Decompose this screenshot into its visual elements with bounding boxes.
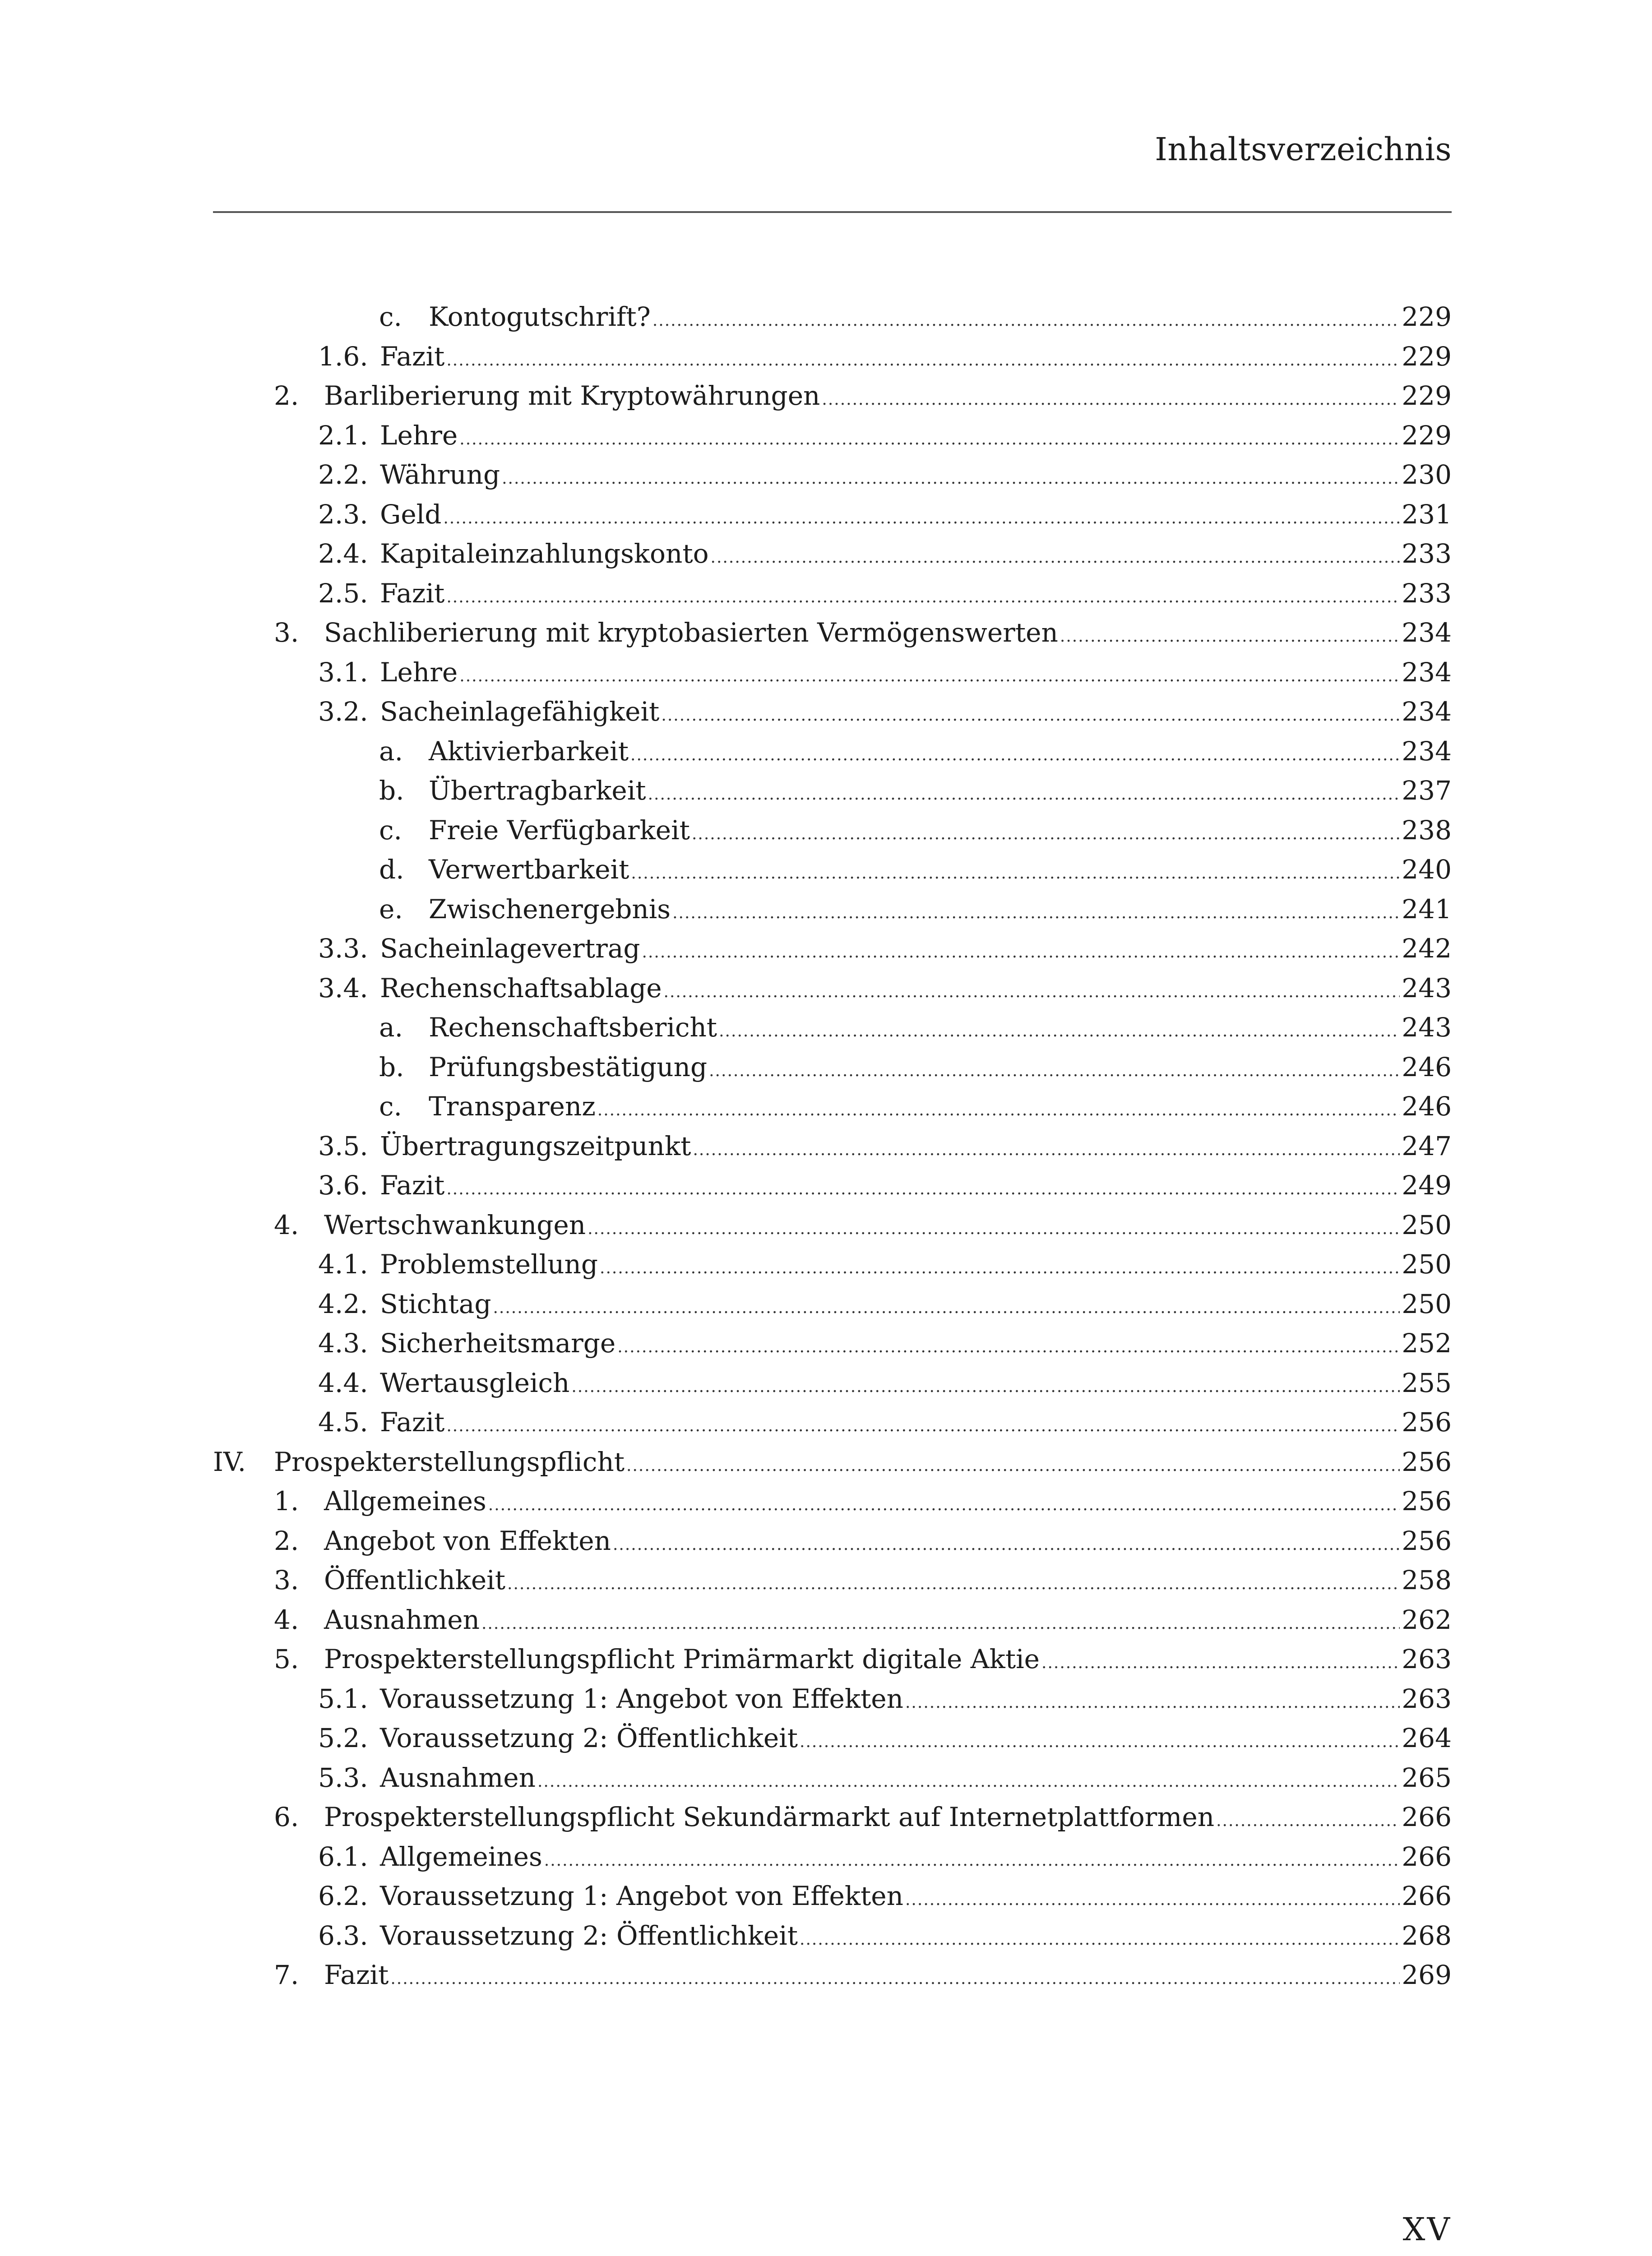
toc-entry-line (380, 578, 1452, 609)
toc-dot-leader (800, 1930, 1400, 1949)
toc-entry-page: 263 (1402, 1644, 1452, 1674)
toc-entry-line (324, 1565, 1452, 1595)
toc-entry-title: Prospekterstellungspflicht Primärmarkt digitale Aktie (324, 1644, 1040, 1674)
toc-entry-page: 238 (1402, 814, 1452, 846)
toc-entry[interactable] (0, 854, 1652, 893)
toc-entry-number: c. (379, 814, 402, 846)
toc-entry-title: Fazit (324, 1960, 389, 1990)
toc-entry-page: 234 (1402, 735, 1452, 767)
toc-entry-number: 5.2. (318, 1723, 368, 1753)
toc-entry-page: 231 (1402, 499, 1452, 530)
toc-entry-number: 3. (274, 1565, 299, 1595)
toc-dot-leader (446, 1180, 1400, 1198)
toc-dot-leader (800, 1733, 1400, 1751)
toc-entry[interactable] (0, 1565, 1652, 1604)
toc-entry[interactable] (0, 1486, 1652, 1525)
toc-entry-page: 266 (1402, 1881, 1452, 1911)
toc-entry[interactable] (0, 1249, 1652, 1288)
toc-entry[interactable] (0, 1802, 1652, 1841)
toc-dot-leader (443, 509, 1400, 527)
toc-entry-title: Allgemeines (324, 1486, 486, 1516)
toc-entry-page: 266 (1402, 1802, 1452, 1832)
toc-entry-page: 255 (1402, 1367, 1452, 1398)
toc-entry-title: Rechenschaftsbericht (429, 1012, 717, 1043)
toc-entry[interactable] (0, 1052, 1652, 1091)
toc-entry-line (380, 341, 1452, 372)
toc-entry-number: IV. (213, 1446, 246, 1477)
toc-entry-title: Sacheinlagefähigkeit (380, 696, 660, 727)
toc-entry-line (380, 1881, 1452, 1911)
toc-entry-line (380, 1762, 1452, 1793)
toc-entry-number: b. (379, 775, 404, 806)
toc-entry-line (429, 815, 1452, 846)
toc-dot-leader (544, 1851, 1400, 1870)
toc-entry-number: 4.2. (318, 1288, 368, 1319)
toc-entry-line (324, 1210, 1452, 1240)
toc-entry-number: 3.3. (318, 933, 368, 964)
toc-entry-line (380, 1131, 1452, 1161)
toc-entry-page: 262 (1402, 1604, 1452, 1635)
toc-entry-page: 250 (1402, 1288, 1452, 1319)
toc-entry-number: 2. (274, 380, 299, 411)
toc-entry-title: Sacheinlagevertrag (380, 933, 640, 964)
toc-dot-leader (648, 785, 1400, 804)
toc-entry[interactable] (0, 696, 1652, 735)
toc-entry-number: 5. (274, 1644, 299, 1674)
toc-entry-page: 234 (1402, 656, 1452, 688)
toc-entry-page: 256 (1402, 1446, 1452, 1477)
toc-dot-leader (905, 1693, 1400, 1712)
toc-entry-title: Transparenz (429, 1091, 596, 1122)
toc-entry-title: Voraussetzung 1: Angebot von Effekten (380, 1683, 903, 1714)
toc-entry-title: Stichtag (380, 1288, 491, 1319)
toc-dot-leader (1060, 627, 1400, 646)
toc-entry-title: Übertragungszeitpunkt (380, 1130, 691, 1161)
toc-dot-leader (488, 1496, 1400, 1514)
toc-entry-number: 2.3. (318, 499, 368, 530)
toc-entry[interactable] (0, 301, 1652, 341)
toc-dot-leader (692, 825, 1400, 843)
toc-entry-page: 250 (1402, 1209, 1452, 1240)
toc-entry-number: 5.3. (318, 1762, 368, 1793)
toc-dot-leader (672, 904, 1400, 922)
toc-entry-line (380, 933, 1452, 964)
toc-entry[interactable] (0, 1170, 1652, 1209)
toc-entry-page: 266 (1402, 1841, 1452, 1872)
toc-entry-title: Barliberierung mit Kryptowährungen (324, 380, 820, 411)
toc-entry[interactable] (0, 420, 1652, 459)
toc-entry-number: 2.2. (318, 459, 368, 490)
toc-entry[interactable] (0, 1762, 1652, 1802)
toc-entry-page: 233 (1402, 578, 1452, 609)
toc-entry-title: Angebot von Effekten (324, 1525, 611, 1556)
toc-entry[interactable] (0, 933, 1652, 972)
toc-entry-number: 2.4. (318, 538, 368, 569)
toc-entry-number: 5.1. (318, 1683, 368, 1714)
toc-entry-page: 230 (1402, 459, 1452, 490)
toc-entry-line (380, 1170, 1452, 1201)
toc-entry-line (380, 420, 1452, 451)
toc-entry[interactable] (0, 538, 1652, 578)
toc-entry-title: Prospekterstellungspflicht Sekundärmarkt auf Internetplattformen (324, 1802, 1215, 1832)
toc-entry[interactable] (0, 1012, 1652, 1051)
toc-entry-line (429, 1091, 1452, 1122)
toc-entry[interactable] (0, 341, 1652, 380)
toc-entry[interactable] (0, 775, 1652, 814)
toc-entry-title: Wertausgleich (380, 1367, 570, 1398)
toc-entry-page: 252 (1402, 1328, 1452, 1359)
toc-dot-leader (537, 1772, 1400, 1791)
toc-entry-number: 4.4. (318, 1367, 368, 1398)
toc-entry-line (380, 1289, 1452, 1319)
toc-entry-title: Prüfungsbestätigung (429, 1051, 708, 1082)
toc-entry[interactable] (0, 657, 1652, 696)
toc-entry[interactable] (0, 1920, 1652, 1960)
toc-entry-title: Lehre (380, 420, 458, 451)
toc-entry-number: 4.5. (318, 1407, 368, 1438)
toc-dot-leader (493, 1299, 1400, 1317)
toc-entry-number: 2.5. (318, 578, 368, 609)
toc-entry-line (380, 657, 1452, 688)
toc-entry-number: 6.1. (318, 1841, 368, 1872)
toc-entry-number: 1. (274, 1486, 299, 1516)
toc-entry-number: 6. (274, 1802, 299, 1832)
toc-entry-number: 4.1. (318, 1249, 368, 1280)
toc-entry-page: 256 (1402, 1525, 1452, 1556)
toc-entry-page: 229 (1402, 301, 1452, 332)
toc-entry[interactable] (0, 380, 1652, 420)
toc-entry[interactable] (0, 1328, 1652, 1367)
page-number: XV (1402, 2211, 1452, 2248)
toc-entry-number: 3.6. (318, 1170, 368, 1201)
toc-entry[interactable] (0, 1368, 1652, 1407)
toc-entry-line (324, 1526, 1452, 1556)
toc-entry[interactable] (0, 1447, 1652, 1486)
toc-entry-page: 237 (1402, 775, 1452, 806)
toc-entry-line (380, 1841, 1452, 1872)
toc-entry-line (429, 894, 1452, 925)
toc-entry-number: 3.4. (318, 972, 368, 1003)
toc-dot-leader (1216, 1812, 1400, 1830)
toc-dot-leader (502, 469, 1400, 488)
toc-entry-line (324, 1802, 1452, 1832)
toc-dot-leader (631, 864, 1400, 883)
toc-entry-page: 269 (1402, 1960, 1452, 1990)
toc-dot-leader (661, 706, 1400, 725)
toc-entry[interactable] (0, 617, 1652, 656)
toc-entry-title: Währung (380, 459, 500, 490)
toc-entry-number: 2.1. (318, 420, 368, 451)
toc-entry[interactable] (0, 1881, 1652, 1920)
toc-entry-line (324, 1960, 1452, 1990)
toc-entry-line (324, 1604, 1452, 1635)
toc-entry-title: Sicherheitsmarge (380, 1328, 616, 1359)
toc-entry-page: 229 (1402, 380, 1452, 411)
toc-dot-leader (664, 983, 1400, 1001)
toc-entry-title: Lehre (380, 656, 458, 688)
toc-entry[interactable] (0, 1960, 1652, 1999)
toc-dot-leader (459, 430, 1400, 448)
toc-entry-line (429, 1012, 1452, 1043)
toc-dot-leader (822, 390, 1400, 409)
toc-entry-number: c. (379, 301, 402, 332)
toc-entry-page: 250 (1402, 1249, 1452, 1280)
toc-dot-leader (459, 667, 1400, 685)
toc-entry-line (429, 775, 1452, 806)
toc-entry-line (380, 1249, 1452, 1280)
toc-entry[interactable] (0, 973, 1652, 1012)
toc-entry-title: Rechenschaftsablage (380, 972, 662, 1003)
running-head: Inhaltsverzeichnis (1155, 131, 1452, 168)
toc-entry-page: 243 (1402, 972, 1452, 1003)
toc-dot-leader (711, 548, 1400, 567)
toc-entry-page: 242 (1402, 933, 1452, 964)
toc-entry-title: Wertschwankungen (324, 1209, 586, 1240)
toc-entry-title: Voraussetzung 2: Öffentlichkeit (380, 1920, 798, 1951)
toc-entry-number: 4.3. (318, 1328, 368, 1359)
toc-entry-page: 246 (1402, 1091, 1452, 1122)
toc-entry-line (380, 1368, 1452, 1398)
toc-entry-number: a. (379, 1012, 403, 1043)
toc-entry-number: a. (379, 735, 403, 767)
toc-entry-page: 229 (1402, 420, 1452, 451)
toc-entry[interactable] (0, 815, 1652, 854)
toc-entry-title: Ausnahmen (380, 1762, 536, 1793)
toc-dot-leader (588, 1220, 1400, 1238)
toc-entry[interactable] (0, 1683, 1652, 1723)
toc-entry-line (380, 1920, 1452, 1951)
toc-entry-number: 3.5. (318, 1130, 368, 1161)
toc-entry-line (274, 1447, 1452, 1477)
toc-dot-leader (390, 1969, 1400, 1988)
toc-dot-leader (693, 1141, 1400, 1159)
toc-entry-title: Aktivierbarkeit (429, 735, 629, 767)
toc-entry-page: 268 (1402, 1920, 1452, 1951)
toc-entry-line (380, 499, 1452, 530)
toc-entry-page: 243 (1402, 1012, 1452, 1043)
toc-entry-line (324, 1644, 1452, 1674)
toc-entry-title: Verwertbarkeit (429, 854, 629, 885)
toc-entry-page: 246 (1402, 1051, 1452, 1082)
toc-entry-title: Kontogutschrift? (429, 301, 651, 332)
toc-entry-page: 263 (1402, 1683, 1452, 1714)
toc-entry-title: Kapitaleinzahlungskonto (380, 538, 709, 569)
toc-entry-number: 2. (274, 1525, 299, 1556)
toc-entry-number: 6.2. (318, 1881, 368, 1911)
toc-entry[interactable] (0, 459, 1652, 499)
toc-entry-title: Prospekterstellungspflicht (274, 1446, 625, 1477)
toc-entry-number: e. (379, 893, 403, 925)
toc-entry-line (380, 538, 1452, 569)
toc-entry-page: 241 (1402, 893, 1452, 925)
toc-entry-number: 4. (274, 1209, 299, 1240)
toc-dot-leader (507, 1575, 1400, 1593)
toc-entry-number: 3.2. (318, 696, 368, 727)
toc-entry[interactable] (0, 894, 1652, 933)
toc-entry-line (429, 854, 1452, 885)
toc-dot-leader (613, 1535, 1400, 1554)
toc-entry-title: Ausnahmen (324, 1604, 480, 1635)
toc-entry-title: Öffentlichkeit (324, 1565, 506, 1595)
toc-dot-leader (719, 1022, 1400, 1040)
toc-entry[interactable] (0, 1644, 1652, 1683)
toc-dot-leader (597, 1101, 1400, 1119)
toc-entry-title: Übertragbarkeit (429, 775, 646, 806)
toc-entry-line (380, 1683, 1452, 1714)
toc-entry-title: Problemstellung (380, 1249, 598, 1280)
toc-dot-leader (905, 1891, 1400, 1909)
toc-entry-page: 264 (1402, 1723, 1452, 1753)
toc-entry-line (324, 1486, 1452, 1516)
toc-entry-number: c. (379, 1091, 402, 1122)
toc-entry-page: 240 (1402, 854, 1452, 885)
toc-entry-number: 3. (274, 617, 299, 648)
toc-entry-page: 265 (1402, 1762, 1452, 1793)
toc-entry-line (324, 617, 1452, 648)
toc-entry-title: Fazit (380, 1170, 445, 1201)
toc-entry-title: Freie Verfügbarkeit (429, 814, 690, 846)
toc-entry-line (380, 459, 1452, 490)
toc-entry-page: 249 (1402, 1170, 1452, 1201)
toc-entry-title: Allgemeines (380, 1841, 542, 1872)
toc-entry-page: 258 (1402, 1565, 1452, 1595)
toc-dot-leader (481, 1614, 1400, 1633)
toc-dot-leader (446, 351, 1400, 370)
toc-dot-leader (642, 943, 1400, 962)
toc-entry[interactable] (0, 578, 1652, 617)
toc-entry-line (380, 696, 1452, 727)
toc-entry-number: d. (379, 854, 404, 885)
toc-entry-number: 6.3. (318, 1920, 368, 1951)
toc-entry-number: 1.6. (318, 341, 368, 372)
toc-entry-title: Geld (380, 499, 442, 530)
toc-dot-leader (446, 1417, 1400, 1435)
toc-entry-line (380, 973, 1452, 1003)
toc-entry-line (380, 1723, 1452, 1753)
toc-entry[interactable] (0, 499, 1652, 538)
toc-entry-title: Fazit (380, 1407, 445, 1438)
toc-entry-title: Fazit (380, 341, 445, 372)
toc-dot-leader (617, 1338, 1400, 1356)
toc-entry-line (429, 301, 1452, 332)
toc-entry-page: 234 (1402, 696, 1452, 727)
toc-entry-title: Zwischenergebnis (429, 893, 671, 925)
toc-entry-title: Voraussetzung 1: Angebot von Effekten (380, 1881, 903, 1911)
toc-dot-leader (652, 311, 1400, 330)
toc-dot-leader (626, 1456, 1400, 1475)
toc-entry-number: 4. (274, 1604, 299, 1635)
toc-dot-leader (446, 588, 1400, 606)
toc-entry-page: 229 (1402, 341, 1452, 372)
toc-entry-page: 256 (1402, 1407, 1452, 1438)
toc-entry[interactable] (0, 736, 1652, 775)
toc-dot-leader (571, 1378, 1400, 1396)
toc-entry[interactable] (0, 1604, 1652, 1644)
toc-entry-number: 7. (274, 1960, 299, 1990)
toc-dot-leader (600, 1259, 1400, 1277)
toc-entry-page: 247 (1402, 1130, 1452, 1161)
toc-entry[interactable] (0, 1289, 1652, 1328)
toc-entry[interactable] (0, 1526, 1652, 1565)
header-rule (213, 211, 1452, 213)
toc-entry-title: Sachliberierung mit kryptobasierten Vermögenswerten (324, 617, 1058, 648)
toc-entry[interactable] (0, 1723, 1652, 1762)
toc-entry-title: Fazit (380, 578, 445, 609)
toc-entry[interactable] (0, 1131, 1652, 1170)
toc-entry-line (380, 1328, 1452, 1359)
toc-entry-line (429, 1052, 1452, 1082)
toc-entry-page: 234 (1402, 617, 1452, 648)
toc-entry-number: 3.1. (318, 656, 368, 688)
toc-entry[interactable] (0, 1210, 1652, 1249)
toc-entry-title: Voraussetzung 2: Öffentlichkeit (380, 1723, 798, 1753)
toc-entry-page: 233 (1402, 538, 1452, 569)
toc-entry[interactable] (0, 1407, 1652, 1446)
toc-dot-leader (630, 746, 1400, 764)
toc-dot-leader (709, 1062, 1400, 1080)
toc-entry[interactable] (0, 1091, 1652, 1130)
toc-entry-line (380, 1407, 1452, 1438)
toc-entry-line (324, 380, 1452, 411)
toc-entry-number: b. (379, 1051, 404, 1082)
toc-entry[interactable] (0, 1841, 1652, 1881)
toc-dot-leader (1041, 1654, 1400, 1672)
toc-entry-line (429, 736, 1452, 767)
toc-entry-page: 256 (1402, 1486, 1452, 1516)
